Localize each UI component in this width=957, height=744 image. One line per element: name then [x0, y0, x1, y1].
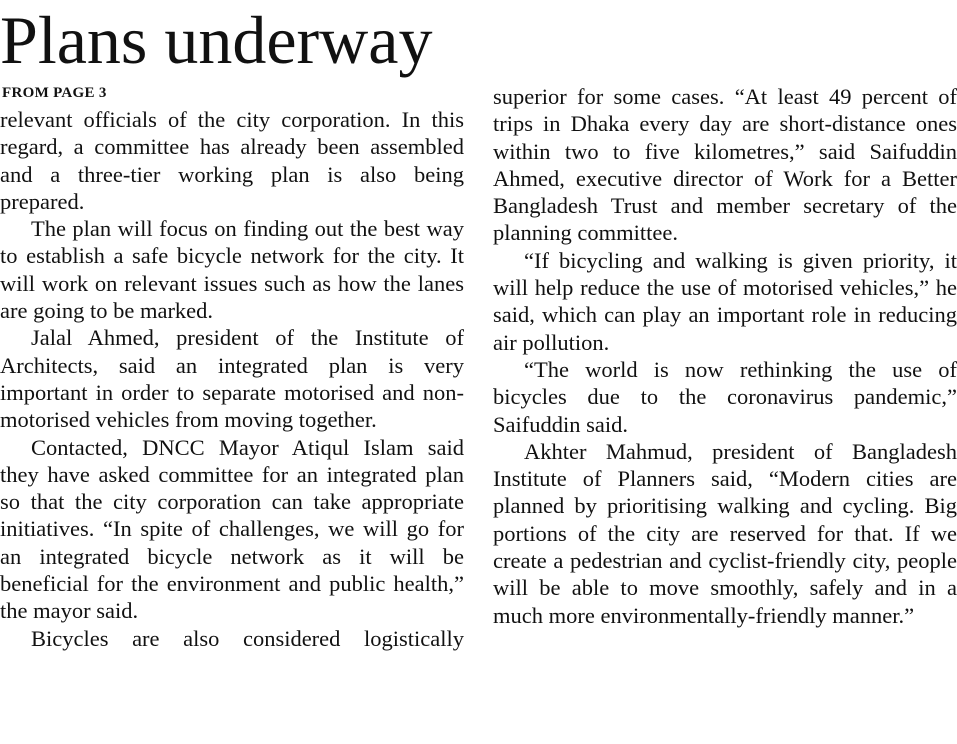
headline: Plans underway [0, 2, 433, 78]
paragraph: Akhter Mahmud, president of Bangladesh Institute of Planners said, “Modern cities are planned by prioritising walking and cycling. Big portions of the city are reserved for that. If we create a pedestrian and cyclist-friendly city, people will be able to move smoothly, safely and in a much more environmentally-friendly manner.” [493, 438, 957, 628]
jump-line: FROM PAGE 3 [2, 85, 107, 101]
paragraph: Contacted, DNCC Mayor Atiqul Islam said they have asked committee for an integrated plan so that the city corporation can take appropriate initiatives. “In spite of challenges, we will go for an integrated bicycle network as it will be beneficial for the environment and public health,” the mayor said. [0, 434, 464, 624]
paragraph-continuation: superior for some cases. “At least 49 percent of trips in Dhaka every day are short-distance ones within two to five kilometres,” said Saifuddin Ahmed, executive director of Work for a Better Bangladesh Trust and member secretary of the planning committee. [493, 84, 957, 246]
paragraph: The plan will focus on finding out the best way to establish a safe bicycle network for the city. It will work on relevant issues such as how the lanes are going to be marked. [0, 216, 464, 324]
article-column-left [0, 106, 464, 652]
paragraph-continued: Bicycles are also considered logistically [31, 625, 464, 651]
article-column-right [493, 83, 957, 629]
paragraph-continuation: relevant officials of the city corporation. In this regard, a committee has already been assembled and a three-tier working plan is also being prepared. [0, 107, 464, 214]
paragraph: Jalal Ahmed, president of the Institute of Architects, said an integrated plan is very important in order to separate motorised and non-motorised vehicles from moving together. [0, 325, 464, 433]
paragraph: “The world is now rethinking the use of bicycles due to the coronavirus pandemic,” Saifuddin said. [493, 356, 957, 437]
paragraph: “If bicycling and walking is given priority, it will help reduce the use of motorised vehicles,” he said, which can play an important role in reducing air pollution. [493, 247, 957, 355]
